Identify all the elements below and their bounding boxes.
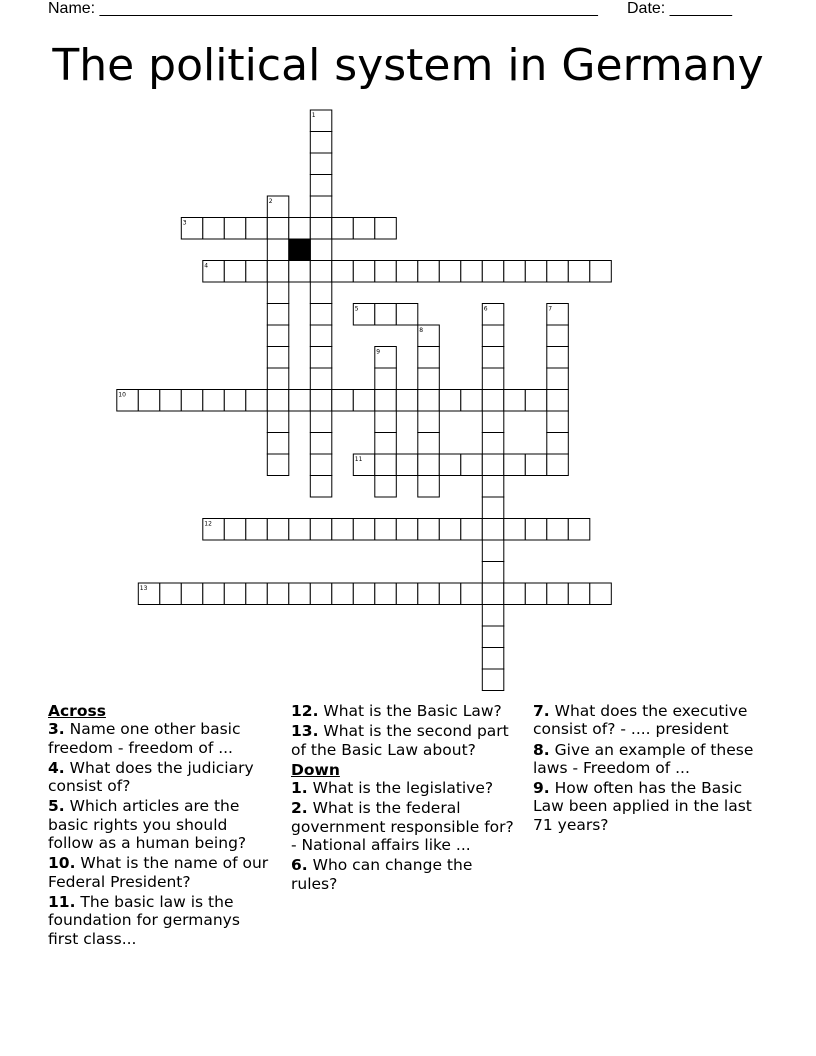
- grid-cell[interactable]: [310, 476, 332, 498]
- grid-cell[interactable]: [332, 519, 354, 541]
- grid-cell[interactable]: [181, 583, 203, 605]
- clue-down-8: 8. Give an example of these laws - Freedom of ...: [533, 740, 754, 777]
- grid-cell[interactable]: [310, 196, 332, 218]
- clue-across-11: 11. The basic law is the foundation for germanys first class...: [48, 892, 240, 948]
- grid-cell[interactable]: [138, 390, 160, 412]
- grid-cell[interactable]: [203, 218, 225, 240]
- grid-cell[interactable]: [504, 454, 526, 476]
- grid-cell[interactable]: [482, 669, 504, 691]
- grid-cell[interactable]: [310, 153, 332, 175]
- grid-cell[interactable]: [310, 583, 332, 605]
- grid-cell[interactable]: [375, 433, 397, 455]
- grid-cell[interactable]: [525, 261, 547, 283]
- grid-cell[interactable]: [310, 304, 332, 326]
- grid-cell[interactable]: [396, 390, 418, 412]
- grid-cell[interactable]: [418, 476, 440, 498]
- grid-cell[interactable]: [418, 261, 440, 283]
- grid-cell[interactable]: [332, 390, 354, 412]
- grid-cell[interactable]: [353, 390, 375, 412]
- grid-cell[interactable]: [482, 540, 504, 562]
- grid-cell[interactable]: [396, 261, 418, 283]
- grid-cell[interactable]: [375, 390, 397, 412]
- grid-cell[interactable]: [482, 261, 504, 283]
- down-heading: Down: [291, 760, 340, 779]
- grid-cell[interactable]: [439, 261, 461, 283]
- grid-cell[interactable]: [310, 390, 332, 412]
- grid-cell[interactable]: [246, 519, 267, 541]
- grid-cell[interactable]: [310, 132, 332, 154]
- grid-cell[interactable]: [267, 261, 289, 283]
- clue-column-1: [48, 702, 273, 950]
- name-field-label: Name: ________________________________________________________: [48, 0, 598, 17]
- grid-cell[interactable]: [461, 454, 483, 476]
- grid-cell[interactable]: [482, 562, 504, 584]
- clue-number-label: 6: [483, 305, 488, 313]
- grid-cell[interactable]: [418, 390, 440, 412]
- clue-column-3: [533, 702, 773, 836]
- clue-column-2: [291, 702, 519, 895]
- grid-cell[interactable]: [224, 261, 246, 283]
- grid-cell[interactable]: [568, 519, 590, 541]
- grid-cell[interactable]: [482, 519, 504, 541]
- grid-cell[interactable]: [461, 261, 483, 283]
- grid-cell[interactable]: [547, 411, 569, 433]
- grid-cell[interactable]: [547, 433, 569, 455]
- grid-cell[interactable]: [310, 261, 332, 283]
- grid-cell[interactable]: [590, 261, 612, 283]
- grid-cell[interactable]: [568, 261, 590, 283]
- grid-cell[interactable]: [418, 433, 440, 455]
- grid-cell[interactable]: [418, 368, 440, 390]
- grid-cell[interactable]: [289, 261, 311, 283]
- clue-across-10: 10. What is the name of our Federal President?: [48, 854, 269, 891]
- clue-number-label: 10: [118, 391, 126, 399]
- grid-cell[interactable]: [267, 411, 289, 433]
- grid-cell[interactable]: [267, 347, 289, 369]
- grid-cell[interactable]: [310, 519, 332, 541]
- grid-cell[interactable]: [310, 368, 332, 390]
- clue-number-label: 8: [419, 327, 424, 334]
- grid-cell[interactable]: [439, 390, 461, 412]
- grid-cell[interactable]: [482, 476, 504, 498]
- grid-cell[interactable]: [181, 390, 203, 412]
- grid-cell[interactable]: [418, 347, 440, 369]
- grid-cell[interactable]: [418, 583, 440, 605]
- grid-cell[interactable]: [547, 347, 569, 369]
- grid-cell[interactable]: [310, 218, 332, 240]
- clue-down-7: 7. What does the executive consist of? - .... president: [533, 702, 748, 739]
- grid-cell[interactable]: [525, 519, 547, 541]
- black-cell: [289, 239, 311, 261]
- clue-across-4: 4. What does the judiciary consist of?: [48, 758, 254, 796]
- grid-cell[interactable]: [353, 261, 375, 283]
- grid-cell[interactable]: [267, 282, 289, 304]
- grid-cell[interactable]: [461, 583, 483, 605]
- grid-cell[interactable]: [353, 218, 375, 240]
- grid-cell[interactable]: [547, 583, 569, 605]
- clue-number-label: 5: [354, 305, 359, 313]
- clue-number-label: 7: [548, 305, 553, 313]
- grid-cell[interactable]: [375, 411, 397, 433]
- grid-cell[interactable]: [482, 454, 504, 476]
- grid-cell[interactable]: [547, 519, 569, 541]
- grid-cell[interactable]: [267, 368, 289, 390]
- grid-cell[interactable]: [289, 519, 311, 541]
- clue-down-2: 2. What is the federal government responsible for? - National affairs like ...: [291, 799, 514, 855]
- grid-cell[interactable]: [482, 583, 504, 605]
- clue-number-label: 11: [354, 456, 363, 463]
- grid-cell[interactable]: [461, 519, 483, 541]
- grid-cell[interactable]: [332, 261, 354, 283]
- grid-cell[interactable]: [375, 368, 397, 390]
- grid-cell[interactable]: [267, 433, 289, 455]
- grid-cell[interactable]: [267, 325, 289, 347]
- grid-cell[interactable]: [289, 218, 311, 240]
- grid-cell[interactable]: [547, 368, 569, 390]
- clue-number-label: 13: [139, 585, 148, 592]
- grid-cell[interactable]: [310, 411, 332, 433]
- grid-cell[interactable]: [375, 218, 397, 240]
- across-heading: Across: [48, 702, 106, 720]
- grid-cell[interactable]: [289, 583, 311, 605]
- grid-cell[interactable]: [547, 261, 569, 283]
- grid-cell[interactable]: [203, 390, 225, 412]
- clue-across-12: 12. What is the Basic Law?: [291, 702, 502, 720]
- grid-cell[interactable]: [482, 325, 504, 347]
- grid-cell[interactable]: [224, 218, 246, 240]
- grid-cell[interactable]: [375, 261, 397, 283]
- grid-cell[interactable]: [224, 390, 246, 412]
- grid-cell[interactable]: [203, 583, 225, 605]
- grid-cell[interactable]: [310, 454, 332, 476]
- grid-cell[interactable]: [267, 218, 289, 240]
- grid-cell[interactable]: [439, 583, 461, 605]
- grid-cell[interactable]: [482, 497, 504, 519]
- grid-cell[interactable]: [246, 390, 267, 412]
- clue-number-label: 9: [376, 348, 381, 356]
- grid-cell[interactable]: [310, 433, 332, 455]
- date-field-label: Date: _______: [627, 0, 732, 17]
- grid-cell[interactable]: [568, 583, 590, 605]
- grid-cell[interactable]: [267, 583, 289, 605]
- grid-cell[interactable]: [375, 304, 397, 326]
- grid-cell[interactable]: [482, 433, 504, 455]
- clue-number-label: 2: [268, 198, 273, 205]
- grid-cell[interactable]: [267, 519, 289, 541]
- grid-cell[interactable]: [396, 519, 418, 541]
- grid-cell[interactable]: [375, 519, 397, 541]
- grid-cell[interactable]: [504, 390, 526, 412]
- grid-cell[interactable]: [396, 454, 418, 476]
- grid-cell[interactable]: [160, 390, 182, 412]
- grid-cell[interactable]: [461, 390, 483, 412]
- clue-down-6: 6. Who can change the rules?: [291, 856, 473, 893]
- grid-cell[interactable]: [482, 626, 504, 648]
- grid-cell[interactable]: [482, 605, 504, 627]
- grid-cell[interactable]: [482, 648, 504, 670]
- grid-cell[interactable]: [504, 261, 526, 283]
- grid-cell[interactable]: [224, 519, 246, 541]
- grid-cell[interactable]: [418, 411, 440, 433]
- grid-cell[interactable]: [375, 583, 397, 605]
- grid-cell[interactable]: [418, 454, 440, 476]
- grid-cell[interactable]: [525, 454, 547, 476]
- grid-cell[interactable]: [267, 239, 289, 261]
- grid-cell[interactable]: [353, 583, 375, 605]
- grid-cell[interactable]: [267, 390, 289, 412]
- grid-cell[interactable]: [310, 347, 332, 369]
- grid-cell[interactable]: [396, 583, 418, 605]
- grid-cell[interactable]: [482, 411, 504, 433]
- page-title: The political system in Germany: [52, 40, 764, 91]
- clue-across-5: 5. Which articles are the basic rights you should follow as a human being?: [48, 797, 247, 853]
- clue-across-13: 13. What is the second part of the Basic Law about?: [291, 722, 509, 759]
- grid-cell[interactable]: [246, 583, 267, 605]
- grid-cell[interactable]: [547, 390, 569, 412]
- grid-cell[interactable]: [246, 261, 267, 283]
- grid-cell[interactable]: [267, 304, 289, 326]
- clue-number-label: 1: [311, 112, 316, 119]
- clue-number-label: 3: [182, 219, 187, 227]
- clue-across-3: 3. Name one other basic freedom - freedom of ...: [48, 720, 241, 757]
- grid-cell[interactable]: [396, 304, 418, 326]
- grid-cell[interactable]: [590, 583, 612, 605]
- grid-cell[interactable]: [289, 390, 311, 412]
- grid-cell[interactable]: [504, 583, 526, 605]
- grid-cell[interactable]: [482, 390, 504, 412]
- clue-down-9: 9. How often has the Basic Law been applied in the last 71 years?: [533, 779, 752, 834]
- grid-cell[interactable]: [160, 583, 182, 605]
- grid-cell[interactable]: [224, 583, 246, 605]
- grid-cell[interactable]: [375, 454, 397, 476]
- clue-down-1: 1. What is the legislative?: [291, 779, 494, 798]
- grid-cell[interactable]: [246, 218, 267, 240]
- grid-cell[interactable]: [525, 583, 547, 605]
- grid-cell[interactable]: [439, 454, 461, 476]
- clue-number-label: 12: [204, 520, 212, 528]
- grid-cell[interactable]: [482, 347, 504, 369]
- grid-cell[interactable]: [439, 519, 461, 541]
- grid-cell[interactable]: [504, 519, 526, 541]
- grid-cell[interactable]: [310, 239, 332, 261]
- grid-cell[interactable]: [310, 325, 332, 347]
- grid-cell[interactable]: [267, 454, 289, 476]
- grid-cell[interactable]: [418, 519, 440, 541]
- grid-cell[interactable]: [332, 583, 354, 605]
- grid-cell[interactable]: [375, 476, 397, 498]
- clue-number-label: 4: [204, 262, 209, 270]
- grid-cell[interactable]: [482, 368, 504, 390]
- grid-cell[interactable]: [353, 519, 375, 541]
- grid-cell[interactable]: [525, 390, 547, 412]
- grid-cell[interactable]: [547, 454, 569, 476]
- grid-cell[interactable]: [547, 325, 569, 347]
- grid-cell[interactable]: [310, 282, 332, 304]
- grid-cell[interactable]: [332, 218, 354, 240]
- grid-cell[interactable]: [310, 175, 332, 197]
